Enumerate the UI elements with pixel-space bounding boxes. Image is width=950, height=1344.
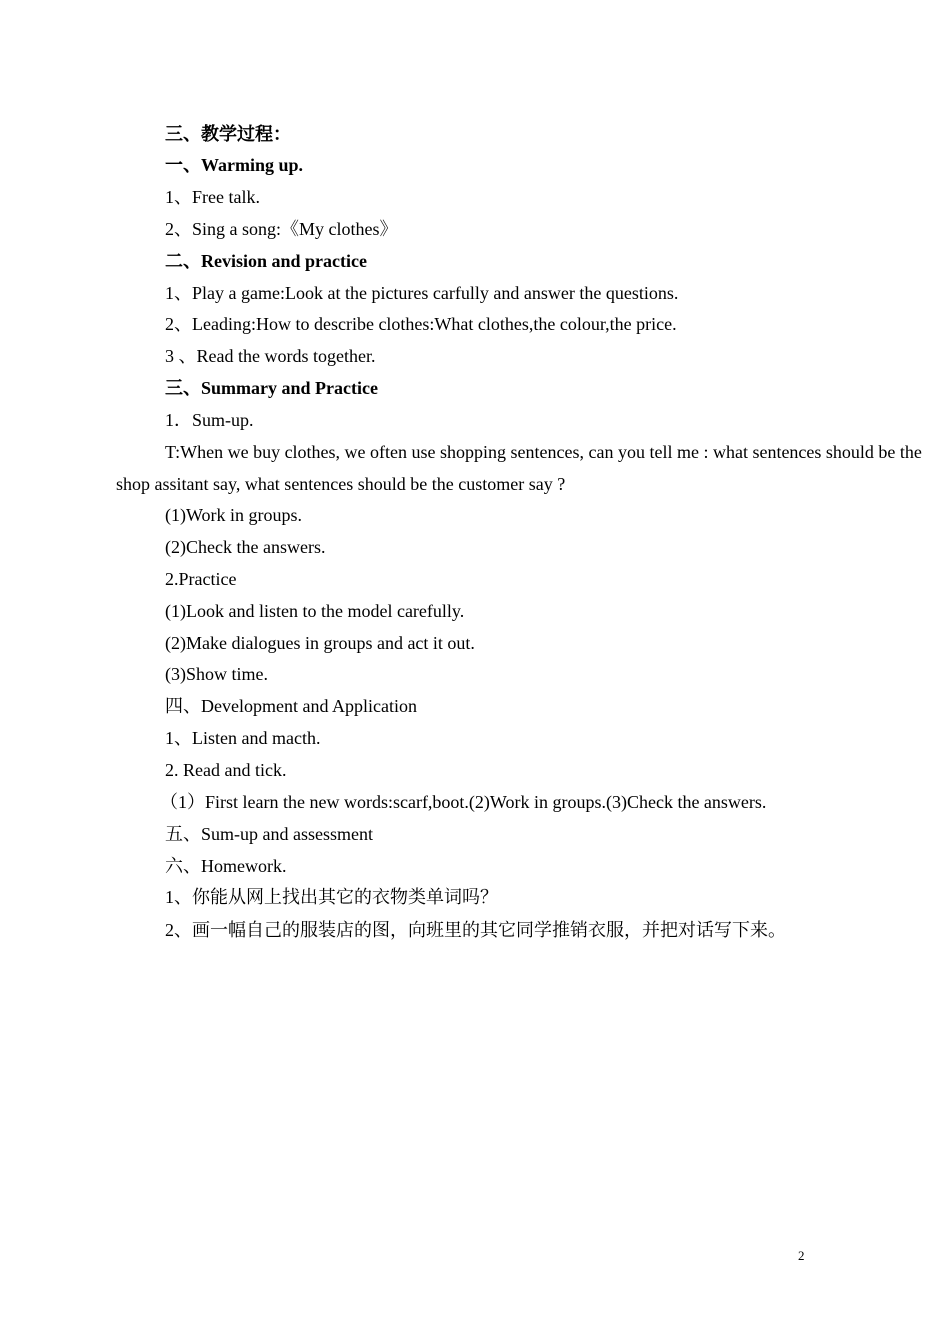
page-number: 2: [798, 1248, 805, 1263]
heading-development: 四、Development and Application: [165, 696, 417, 716]
list-item: 2、Sing a song:《My clothes》: [165, 219, 398, 239]
heading-revision: 二、Revision and practice: [165, 251, 367, 271]
heading-summary: 三、Summary and Practice: [165, 378, 378, 398]
list-item: 1、Play a game:Look at the pictures carfully and answer the questions.: [165, 283, 679, 303]
list-item: 1、Listen and macth.: [165, 728, 321, 748]
list-item: (1)Work in groups.: [165, 505, 303, 525]
section-heading-teaching-process: 三、教学过程：: [165, 124, 291, 144]
heading-sum-up: 五、Sum-up and assessment: [165, 824, 373, 844]
paragraph-teacher-question: T:When we buy clothes, we often use shopping sentences, can you tell me : what sentences should be the shop assitant say, what sentences should be the customer say ?: [116, 442, 922, 494]
list-item: 2、Leading:How to describe clothes:What clothes,the colour,the price.: [165, 314, 677, 334]
heading-warming-up: 一、Warming up.: [165, 155, 304, 175]
list-item: (1)Look and listen to the model carefully.: [165, 601, 465, 621]
list-item: 2、画一幅自己的服装店的图，向班里的其它同学推销衣服，并把对话写下来。: [165, 920, 786, 940]
list-item: 1、你能从网上找出其它的衣物类单词吗？: [165, 887, 498, 907]
list-item: 1．Sum-up.: [165, 410, 254, 430]
list-item: 2. Read and tick.: [165, 760, 287, 780]
list-item: 1、Free talk.: [165, 187, 260, 207]
list-item: (3)Show time.: [165, 664, 268, 684]
list-item: 3 、Read the words together.: [165, 346, 376, 366]
heading-homework: 六、Homework.: [165, 856, 287, 876]
list-item: (2)Make dialogues in groups and act it out.: [165, 633, 475, 653]
list-item: 2.Practice: [165, 569, 237, 589]
list-item: （1）First learn the new words:scarf,boot.(2)Work in groups.(3)Check the answers.: [160, 792, 767, 812]
list-item: (2)Check the answers.: [165, 537, 326, 557]
